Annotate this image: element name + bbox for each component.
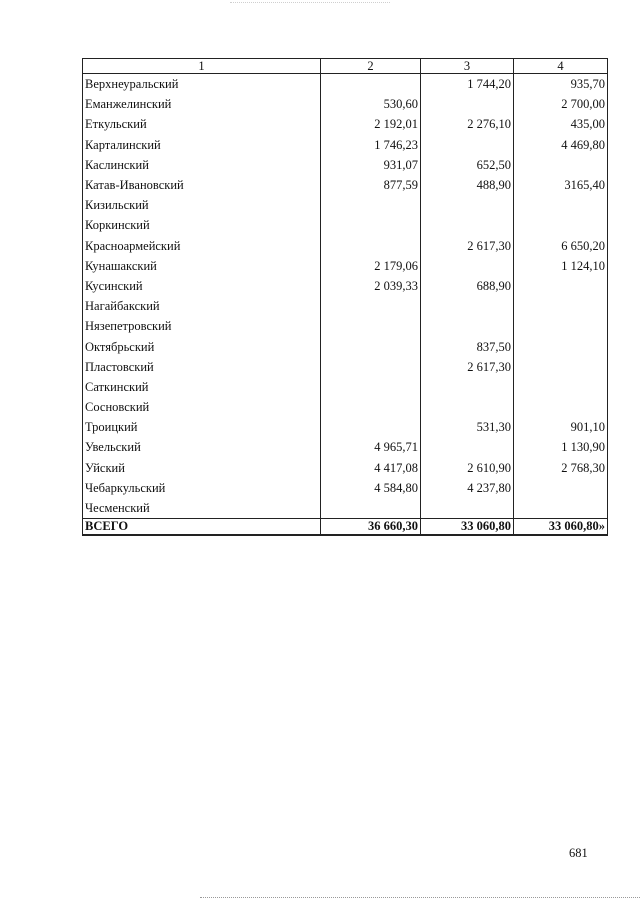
table-row [83,74,608,95]
page-number: 681 [569,846,588,860]
table-row [83,437,608,457]
table-row [83,397,608,417]
value-col-4 [514,377,608,397]
column-header-1: 1 [83,59,321,74]
value-col-4 [514,215,608,235]
district-name: Чесменский [83,498,321,519]
table-row [83,296,608,316]
value-col-2: 2 179,06 [321,256,421,276]
table-row [83,175,608,195]
value-col-3 [421,195,514,215]
value-col-4: 1 124,10 [514,256,608,276]
table-row [83,114,608,134]
district-name: Уйский [83,458,321,478]
value-col-4 [514,357,608,377]
table-row [83,195,608,215]
value-col-2 [321,74,421,95]
value-col-3 [421,437,514,457]
district-name: Троицкий [83,417,321,437]
value-col-3: 531,30 [421,417,514,437]
value-col-2: 2 039,33 [321,276,421,296]
value-col-4 [514,195,608,215]
value-col-3 [421,377,514,397]
district-name: Саткинский [83,377,321,397]
value-col-2: 877,59 [321,175,421,195]
district-name: Пластовский [83,357,321,377]
value-col-4: 435,00 [514,114,608,134]
district-name: Катав-Ивановский [83,175,321,195]
scan-bottom-line [200,897,640,898]
value-col-2 [321,377,421,397]
table-row [83,478,608,498]
value-col-4 [514,397,608,417]
value-col-3 [421,316,514,336]
value-col-4 [514,498,608,519]
value-col-4: 901,10 [514,417,608,437]
value-col-3 [421,135,514,155]
table-row [83,336,608,356]
table-row [83,236,608,256]
total-col-2: 36 660,30 [321,519,421,536]
district-name: Еманжелинский [83,94,321,114]
value-col-2 [321,336,421,356]
value-col-2: 4 417,08 [321,458,421,478]
table-row [83,316,608,336]
value-col-4 [514,478,608,498]
value-col-2 [321,498,421,519]
value-col-3: 2 617,30 [421,236,514,256]
table-row [83,215,608,235]
district-name: Каслинский [83,155,321,175]
table-row [83,458,608,478]
value-col-4 [514,316,608,336]
value-col-4 [514,155,608,175]
value-col-3: 1 744,20 [421,74,514,95]
value-col-3: 2 610,90 [421,458,514,478]
budget-table [82,58,608,536]
district-name: Коркинский [83,215,321,235]
district-name: Карталинский [83,135,321,155]
value-col-2: 2 192,01 [321,114,421,134]
table-row [83,135,608,155]
value-col-3: 688,90 [421,276,514,296]
value-col-4: 6 650,20 [514,236,608,256]
value-col-2: 4 965,71 [321,437,421,457]
value-col-3 [421,498,514,519]
column-header-2: 2 [321,59,421,74]
district-name: Сосновский [83,397,321,417]
column-header-3: 3 [421,59,514,74]
value-col-2 [321,316,421,336]
value-col-2 [321,215,421,235]
value-col-2: 1 746,23 [321,135,421,155]
value-col-2: 931,07 [321,155,421,175]
district-name: Верхнеуральский [83,74,321,95]
district-name: Кунашакский [83,256,321,276]
table-row [83,94,608,114]
value-col-3 [421,256,514,276]
district-name: Увельский [83,437,321,457]
district-name: Нязепетровский [83,316,321,336]
value-col-3 [421,296,514,316]
district-name: Чебаркульский [83,478,321,498]
table-row [83,276,608,296]
district-name: Кусинский [83,276,321,296]
value-col-3: 652,50 [421,155,514,175]
value-col-2 [321,417,421,437]
district-name: Красноармейский [83,236,321,256]
total-col-3: 33 060,80 [421,519,514,536]
district-name: Еткульский [83,114,321,134]
value-col-2 [321,397,421,417]
value-col-3: 4 237,80 [421,478,514,498]
district-name: Октябрьский [83,336,321,356]
table-row [83,155,608,175]
table-row [83,417,608,437]
value-col-4 [514,296,608,316]
table-row [83,377,608,397]
value-col-3 [421,397,514,417]
value-col-3: 2 617,30 [421,357,514,377]
value-col-4: 935,70 [514,74,608,95]
district-name: Нагайбакский [83,296,321,316]
value-col-2 [321,296,421,316]
value-col-2: 4 584,80 [321,478,421,498]
table-row [83,357,608,377]
value-col-2 [321,195,421,215]
value-col-4 [514,276,608,296]
value-col-4: 2 768,30 [514,458,608,478]
value-col-2 [321,236,421,256]
value-col-3: 2 276,10 [421,114,514,134]
column-header-4: 4 [514,59,608,74]
value-col-4: 4 469,80 [514,135,608,155]
scan-artifact [230,2,390,7]
district-name: Кизильский [83,195,321,215]
value-col-3: 488,90 [421,175,514,195]
value-col-4: 3165,40 [514,175,608,195]
value-col-2 [321,357,421,377]
table-row [83,498,608,519]
total-col-4: 33 060,80» [514,519,608,536]
value-col-4 [514,336,608,356]
table-row [83,256,608,276]
value-col-3 [421,94,514,114]
header-row [83,59,608,74]
value-col-2: 530,60 [321,94,421,114]
value-col-3 [421,215,514,235]
total-label: ВСЕГО [83,519,321,536]
value-col-4: 1 130,90 [514,437,608,457]
value-col-4: 2 700,00 [514,94,608,114]
total-row [83,519,608,536]
value-col-3: 837,50 [421,336,514,356]
